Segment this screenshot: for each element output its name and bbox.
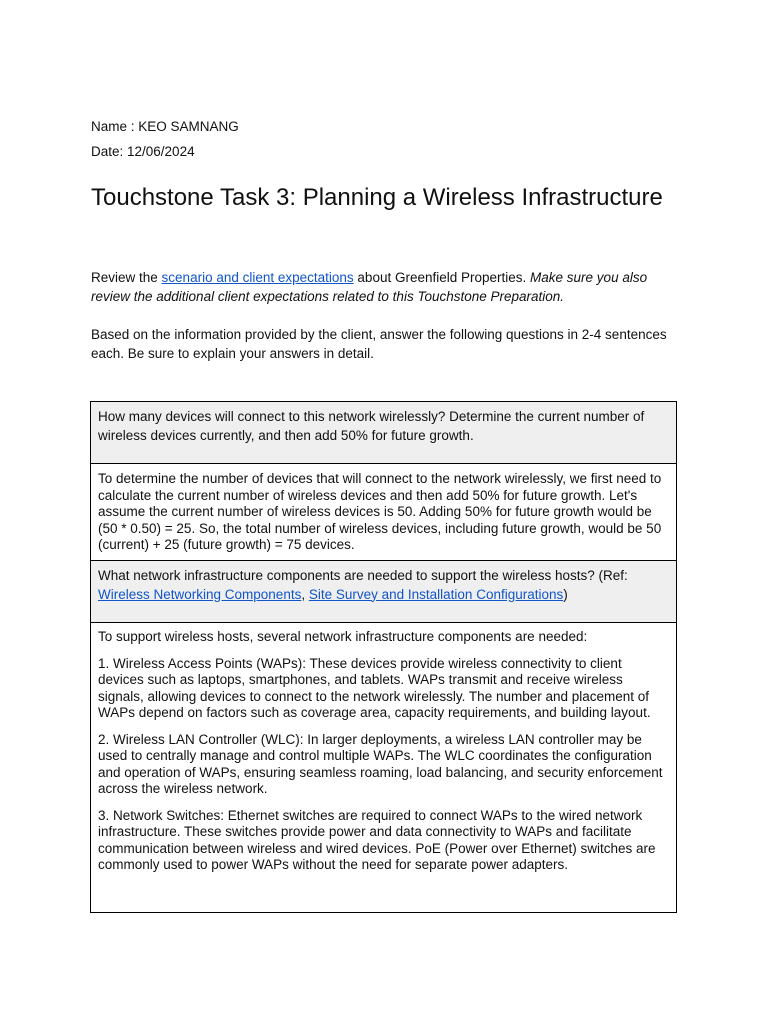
question-2-end: ) — [563, 586, 568, 602]
intro-paragraph — [91, 269, 681, 306]
student-name: Name : KEO SAMNANG — [91, 119, 239, 134]
intro-italic-note: Make sure you also review the additional client expectations related to this Touchstone Preparation. — [91, 270, 648, 304]
instructions-paragraph: Based on the information provided by the client, answer the following questions in 2-4 sentences each. Be sure to explain your answers in detail. — [91, 327, 667, 361]
answer-2-waps: 1. Wireless Access Points (WAPs): These devices provide wireless connectivity to client devices such as laptops, smartphones, and tablets. WAPs transmit and receive wireless signals, allowing devices to connect to the network wirelessly. The number and placement of WAPs depend on factors such as coverage area, capacity requirements, and building layout. — [98, 655, 651, 720]
answer-2-wlc: 2. Wireless LAN Controller (WLC): In larger deployments, a wireless LAN controller may be used to centrally manage and control multiple WAPs. The WLC coordinates the configuration and operation of WAPs, ensuring seamless roaming, load balancing, and security enforcement across the wireless network. — [98, 731, 663, 796]
answer-2 — [91, 623, 676, 913]
intro-middle: about Greenfield Properties. — [353, 270, 531, 285]
page-title: Touchstone Task 3: Planning a Wireless Infrastructure — [91, 184, 663, 211]
wireless-networking-components-link[interactable]: Wireless Networking Components — [98, 586, 302, 602]
scenario-link[interactable]: scenario and client expectations — [161, 270, 354, 285]
intro-prefix: Review the — [91, 270, 162, 285]
answer-1: To determine the number of devices that will connect to the network wirelessly, we first need to calculate the current number of wireless devices and then add 50% for future growth. Let's assume the current number of wireless devices is 50. Adding 50% for future growth would be (50 * 0.50) = 25. So, the total number of wireless devices, including future growth, would be 50 (current) + 25 (future growth) = 75 devices. — [91, 464, 676, 561]
question-2-text: What network infrastructure components are needed to support the wireless hosts? (Ref: — [98, 568, 628, 583]
document-date: Date: 12/06/2024 — [91, 144, 195, 159]
site-survey-link[interactable]: Site Survey and Installation Configurations — [308, 586, 564, 602]
question-1: How many devices will connect to this network wirelessly? Determine the current number of wireless devices currently, and then add 50% for future growth. — [91, 402, 676, 464]
answer-2-switches: 3. Network Switches: Ethernet switches are required to connect WAPs to the wired network infrastructure. These switches provide power and data connectivity to WAPs and facilitate communication between wireless and wired devices. PoE (Power over Ethernet) switches are commonly used to power WAPs without the need for separate power adapters. — [98, 807, 656, 872]
question-2 — [91, 561, 676, 623]
question-2-separator: , — [301, 586, 309, 602]
answer-2-intro: To support wireless hosts, several network infrastructure components are needed: — [98, 629, 588, 644]
question-table — [90, 401, 677, 913]
